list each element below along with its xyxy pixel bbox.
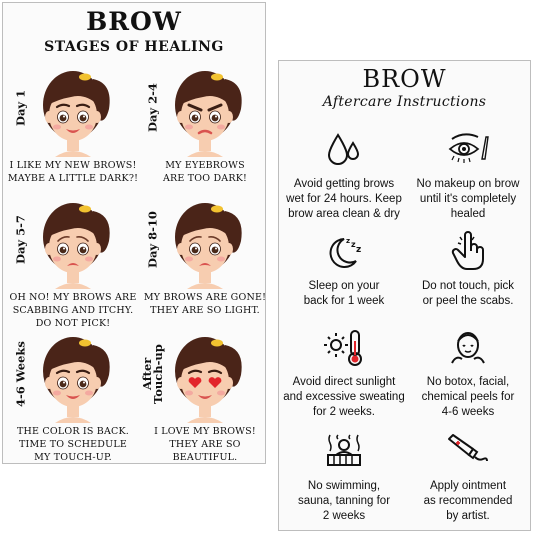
facial-treatment-icon: [448, 327, 488, 367]
left-card-subtitle: STAGES OF HEALING: [44, 39, 224, 55]
tip-text: No botox, facial, chemical peels for 4-6 weeks: [421, 376, 515, 418]
stage-day-label: After Touch-up: [140, 344, 165, 404]
stage-day-1: [7, 65, 139, 197]
moon-sleep-icon: [324, 231, 364, 271]
tip-text: Avoid getting brows wet for 24 hours. Keep brow area clean & dry: [286, 178, 402, 220]
svg-text:z: z: [356, 245, 362, 255]
stage-4-6-weeks: [7, 331, 139, 463]
stage-caption: I LIKE MY NEW BROWS! MAYBE A LITTLE DARK?!: [7, 160, 139, 184]
happy-face-icon: [35, 65, 117, 157]
stage-day-label: Day 5-7: [13, 215, 28, 265]
heart-eyes-face-icon: [167, 331, 249, 423]
sun-thermometer-icon: [324, 327, 364, 367]
no-touch-hand-icon: [448, 231, 488, 271]
sauna-icon: [324, 431, 364, 471]
tip-no-touch: [405, 231, 531, 335]
stage-caption: I LOVE MY BROWS! THEY ARE SO BEAUTIFUL.: [154, 426, 256, 463]
tip-text: No swimming, sauna, tanning for 2 weeks: [297, 480, 391, 522]
tip-keep-dry: [281, 129, 407, 233]
happy-face-icon: [35, 331, 117, 423]
ointment-tube-icon: [439, 431, 495, 471]
stage-day-label: Day 2-4: [145, 83, 160, 133]
stages-of-healing-card: [2, 2, 266, 464]
stage-caption: THE COLOR IS BACK. TIME TO SCHEDULE MY TOUCH-UP.: [16, 426, 129, 463]
stage-day-5-7: [7, 197, 139, 329]
stage-day-8-10: [139, 197, 271, 329]
tip-avoid-sun: [281, 327, 407, 431]
tip-text: Do not touch, pick or peel the scabs.: [421, 280, 515, 307]
stage-after-touch-up: [139, 331, 271, 463]
tip-text: Apply ointment as recommended by artist.: [423, 480, 513, 522]
sad-face-icon: [167, 197, 249, 289]
tip-sleep-back: [281, 231, 407, 335]
tip-no-swimming: [281, 431, 407, 533]
tip-text: Sleep on your back for 1 week: [303, 280, 385, 307]
angry-face-icon: [167, 65, 249, 157]
svg-text:z: z: [346, 237, 351, 245]
left-card-title: BROW: [86, 7, 182, 36]
stage-day-label: Day 8-10: [145, 211, 160, 269]
right-card-title: BROW: [362, 65, 447, 93]
stage-caption: MY BROWS ARE GONE! THEY ARE SO LIGHT.: [143, 292, 267, 316]
stage-day-label: 4-6 Weeks: [13, 341, 28, 407]
water-drops-icon: [324, 129, 364, 169]
tip-no-makeup: [405, 129, 531, 233]
svg-text:z: z: [351, 240, 356, 249]
stage-caption: MY EYEBROWS ARE TOO DARK!: [162, 160, 248, 184]
tip-apply-ointment: [405, 431, 531, 533]
stage-caption: OH NO! MY BROWS ARE SCABBING AND ITCHY. DO NOT PICK!: [9, 292, 137, 329]
right-card-subtitle: Aftercare Instructions: [322, 94, 487, 110]
stage-day-label: Day 1: [13, 89, 28, 127]
stage-day-2-4: [139, 65, 271, 197]
aftercare-card: [278, 60, 531, 531]
tip-text: Avoid direct sunlight and excessive sweating for 2 weeks.: [283, 376, 405, 418]
worried-face-icon: [35, 197, 117, 289]
eye-makeup-icon: [441, 129, 495, 169]
tip-text: No makeup on brow until it's completely healed: [416, 178, 520, 220]
tip-no-botox: [405, 327, 531, 431]
